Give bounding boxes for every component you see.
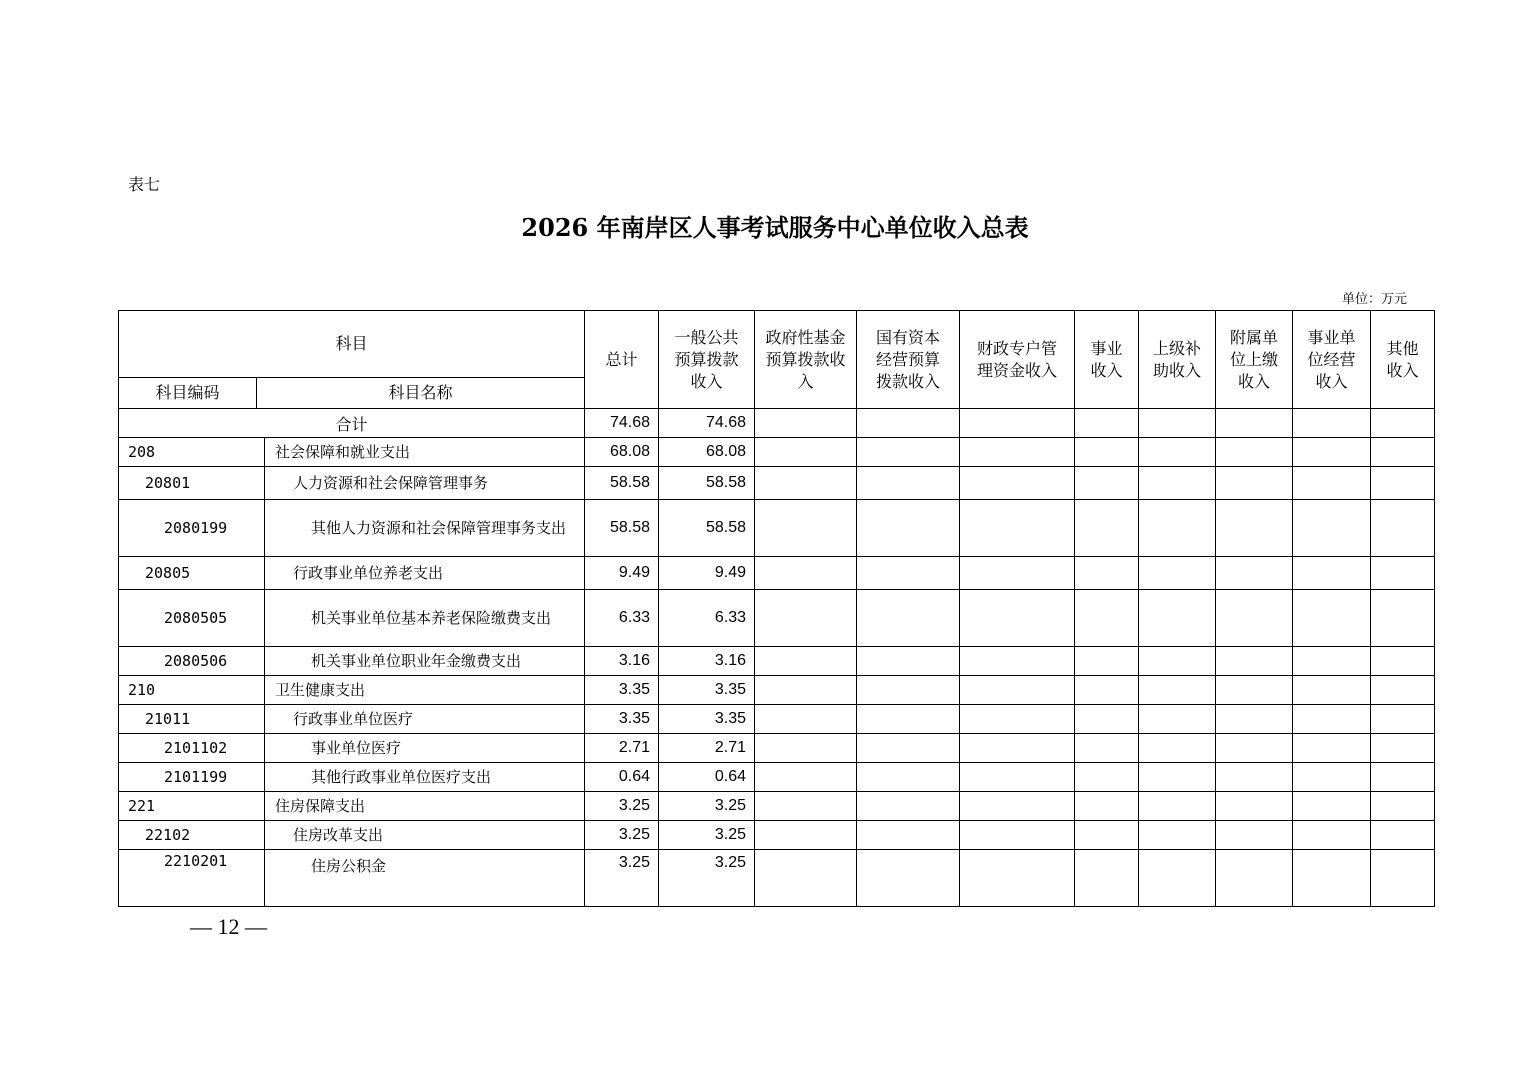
general-budget-value: 58.58 xyxy=(659,467,755,500)
total-value: 3.25 xyxy=(585,850,659,907)
subject-name: 住房保障支出 xyxy=(265,792,585,821)
header-state-capital: 国有资本经营预算拨款收入 xyxy=(857,311,960,409)
general-budget-value: 0.64 xyxy=(659,763,755,792)
subject-name: 社会保障和就业支出 xyxy=(265,438,585,467)
total-label: 合计 xyxy=(119,409,585,438)
subject-name: 其他人力资源和社会保障管理事务支出 xyxy=(265,500,585,557)
subject-name: 行政事业单位医疗 xyxy=(265,705,585,734)
header-total: 总计 xyxy=(585,311,659,409)
subject-code: 20805 xyxy=(119,557,265,590)
subject-code: 2080506 xyxy=(119,647,265,676)
general-budget-value: 74.68 xyxy=(659,409,755,438)
page-title: 2026 年南岸区人事考试服务中心单位收入总表 xyxy=(521,213,1029,242)
header-subject-code: 科目编码 xyxy=(119,378,257,409)
general-budget-value: 2.71 xyxy=(659,734,755,763)
subject-name: 住房公积金 xyxy=(265,850,585,907)
header-gov-fund: 政府性基金预算拨款收入 xyxy=(755,311,857,409)
general-budget-value: 9.49 xyxy=(659,557,755,590)
table-row xyxy=(119,734,1435,763)
total-value: 0.64 xyxy=(585,763,659,792)
table-row xyxy=(119,850,1435,907)
general-budget-value: 3.25 xyxy=(659,821,755,850)
subject-code: 221 xyxy=(119,792,265,821)
header-row xyxy=(119,311,1435,378)
header-subject: 科目 xyxy=(119,311,585,378)
general-budget-value: 3.35 xyxy=(659,705,755,734)
table-label: 表七 xyxy=(128,175,161,194)
table-row xyxy=(119,792,1435,821)
table-row xyxy=(119,676,1435,705)
table-row xyxy=(119,438,1435,467)
subject-code: 20801 xyxy=(119,467,265,500)
header-business: 事业收入 xyxy=(1075,311,1139,409)
general-budget-value: 58.58 xyxy=(659,500,755,557)
page-number: — 12 — xyxy=(190,914,267,939)
table-row xyxy=(119,557,1435,590)
table-row xyxy=(119,763,1435,792)
header-business-operation: 事业单位经营收入 xyxy=(1293,311,1371,409)
subject-code: 2101199 xyxy=(119,763,265,792)
header-other: 其他收入 xyxy=(1371,311,1435,409)
total-value: 58.58 xyxy=(585,467,659,500)
total-value: 3.25 xyxy=(585,821,659,850)
total-value: 68.08 xyxy=(585,438,659,467)
subject-code: 21011 xyxy=(119,705,265,734)
subject-code: 210 xyxy=(119,676,265,705)
subject-name: 行政事业单位养老支出 xyxy=(265,557,585,590)
subject-code: 2080505 xyxy=(119,590,265,647)
total-value: 58.58 xyxy=(585,500,659,557)
total-value: 2.71 xyxy=(585,734,659,763)
total-value: 3.35 xyxy=(585,676,659,705)
header-special-account: 财政专户管理资金收入 xyxy=(960,311,1075,409)
subject-name: 人力资源和社会保障管理事务 xyxy=(265,467,585,500)
header-subject-name: 科目名称 xyxy=(257,378,585,409)
header-general-budget: 一般公共预算拨款收入 xyxy=(659,311,755,409)
subject-code: 208 xyxy=(119,438,265,467)
subject-code: 2080199 xyxy=(119,500,265,557)
income-summary-table xyxy=(118,310,1435,907)
general-budget-value: 3.35 xyxy=(659,676,755,705)
general-budget-value: 3.25 xyxy=(659,792,755,821)
table-row xyxy=(119,821,1435,850)
subject-name: 其他行政事业单位医疗支出 xyxy=(265,763,585,792)
total-value: 9.49 xyxy=(585,557,659,590)
total-value: 3.35 xyxy=(585,705,659,734)
subject-code: 2210201 xyxy=(119,850,265,907)
header-affiliated: 附属单位上缴收入 xyxy=(1216,311,1293,409)
total-value: 6.33 xyxy=(585,590,659,647)
subject-name: 卫生健康支出 xyxy=(265,676,585,705)
total-value: 74.68 xyxy=(585,409,659,438)
subject-name: 住房改革支出 xyxy=(265,821,585,850)
table-row xyxy=(119,500,1435,557)
table-row xyxy=(119,590,1435,647)
total-value: 3.16 xyxy=(585,647,659,676)
table-row xyxy=(119,647,1435,676)
subject-code: 2101102 xyxy=(119,734,265,763)
subject-code: 22102 xyxy=(119,821,265,850)
table-row xyxy=(119,705,1435,734)
general-budget-value: 3.16 xyxy=(659,647,755,676)
unit-label: 单位：万元 xyxy=(1342,292,1408,307)
general-budget-value: 6.33 xyxy=(659,590,755,647)
subject-name: 机关事业单位基本养老保险缴费支出 xyxy=(265,590,585,647)
general-budget-value: 68.08 xyxy=(659,438,755,467)
subject-name: 机关事业单位职业年金缴费支出 xyxy=(265,647,585,676)
total-value: 3.25 xyxy=(585,792,659,821)
table-row xyxy=(119,467,1435,500)
total-row xyxy=(119,409,1435,438)
general-budget-value: 3.25 xyxy=(659,850,755,907)
subject-name: 事业单位医疗 xyxy=(265,734,585,763)
header-superior-subsidy: 上级补助收入 xyxy=(1139,311,1216,409)
